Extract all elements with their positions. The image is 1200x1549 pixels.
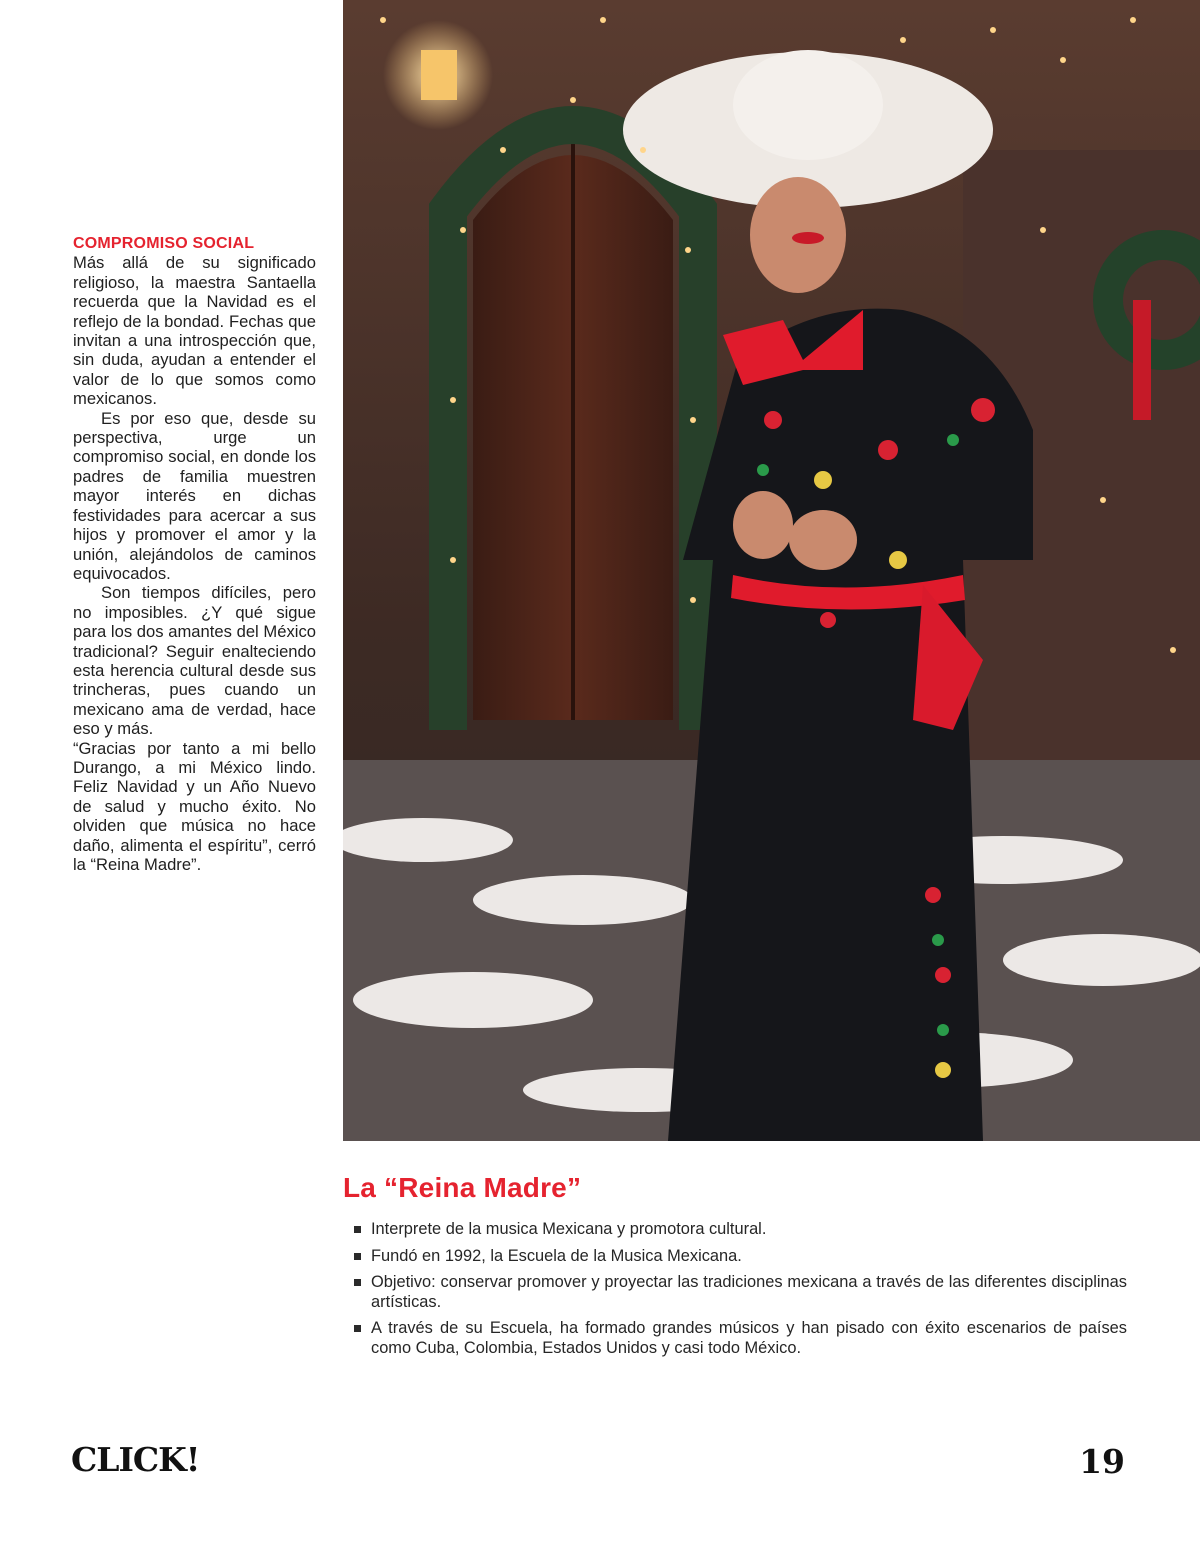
- bullet-square-icon: [354, 1253, 361, 1260]
- list-item: [352, 1273, 1127, 1312]
- article-column: [73, 234, 316, 874]
- article-paragraph: Más allá de su significado religioso, la maestra Santaella recuerda que la Navidad es el reflejo de la bondad. Fechas que invitan a una introspección que, sin duda, ayudan a entender el valor de lo que somos como mexicanos.: [73, 253, 316, 409]
- list-item: [352, 1247, 1127, 1267]
- list-item-text: Interprete de la musica Mexicana y promotora cultural.: [371, 1220, 767, 1238]
- list-item: [352, 1220, 1127, 1240]
- bullet-list: [352, 1220, 1127, 1365]
- bullet-square-icon: [354, 1279, 361, 1286]
- page-number: 19: [1079, 1442, 1125, 1481]
- section-heading: COMPROMISO SOCIAL: [73, 235, 255, 252]
- bullet-square-icon: [354, 1226, 361, 1233]
- list-item-text: Fundó en 1992, la Escuela de la Musica Mexicana.: [371, 1246, 742, 1265]
- bullet-square-icon: [354, 1325, 361, 1332]
- sidebar-box-title: La “Reina Madre”: [343, 1172, 582, 1203]
- article-paragraph: Son tiempos difíciles, pero no imposibles. ¿Y qué sigue para los dos amantes del México tradicional? Seguir enalteciendo esta herencia cultural desde sus trincheras, pues cuando un mexicano ama de verdad, hace eso y más.: [73, 583, 316, 739]
- article-paragraph: Es por eso que, desde su perspectiva, urge un compromiso social, en donde los padres de familia muestren mayor interés en dichas festividades para acercar a sus hijos y promover el amor y la unión, alejándolos de caminos equivocados.: [73, 408, 316, 583]
- list-item-text: Objetivo: conservar promover y proyectar las tradiciones mexicana a través de las diferentes disciplinas artísticas.: [371, 1273, 1127, 1311]
- article-paragraph: “Gracias por tanto a mi bello Durango, a mi México lindo. Feliz Navidad y un Año Nuevo de salud y mucho éxito. No olviden que música no hace daño, alimenta el espíritu”, cerró la “Reina Madre”.: [73, 738, 316, 874]
- list-item-text: A través de su Escuela, ha formado grandes músicos y han pisado con éxito escenarios de países como Cuba, Colombia, Estados Unidos y casi todo México.: [371, 1319, 1127, 1357]
- feature-photo: [343, 0, 1200, 1141]
- magazine-logo: CLICK!: [71, 1440, 200, 1479]
- list-item: [352, 1319, 1127, 1358]
